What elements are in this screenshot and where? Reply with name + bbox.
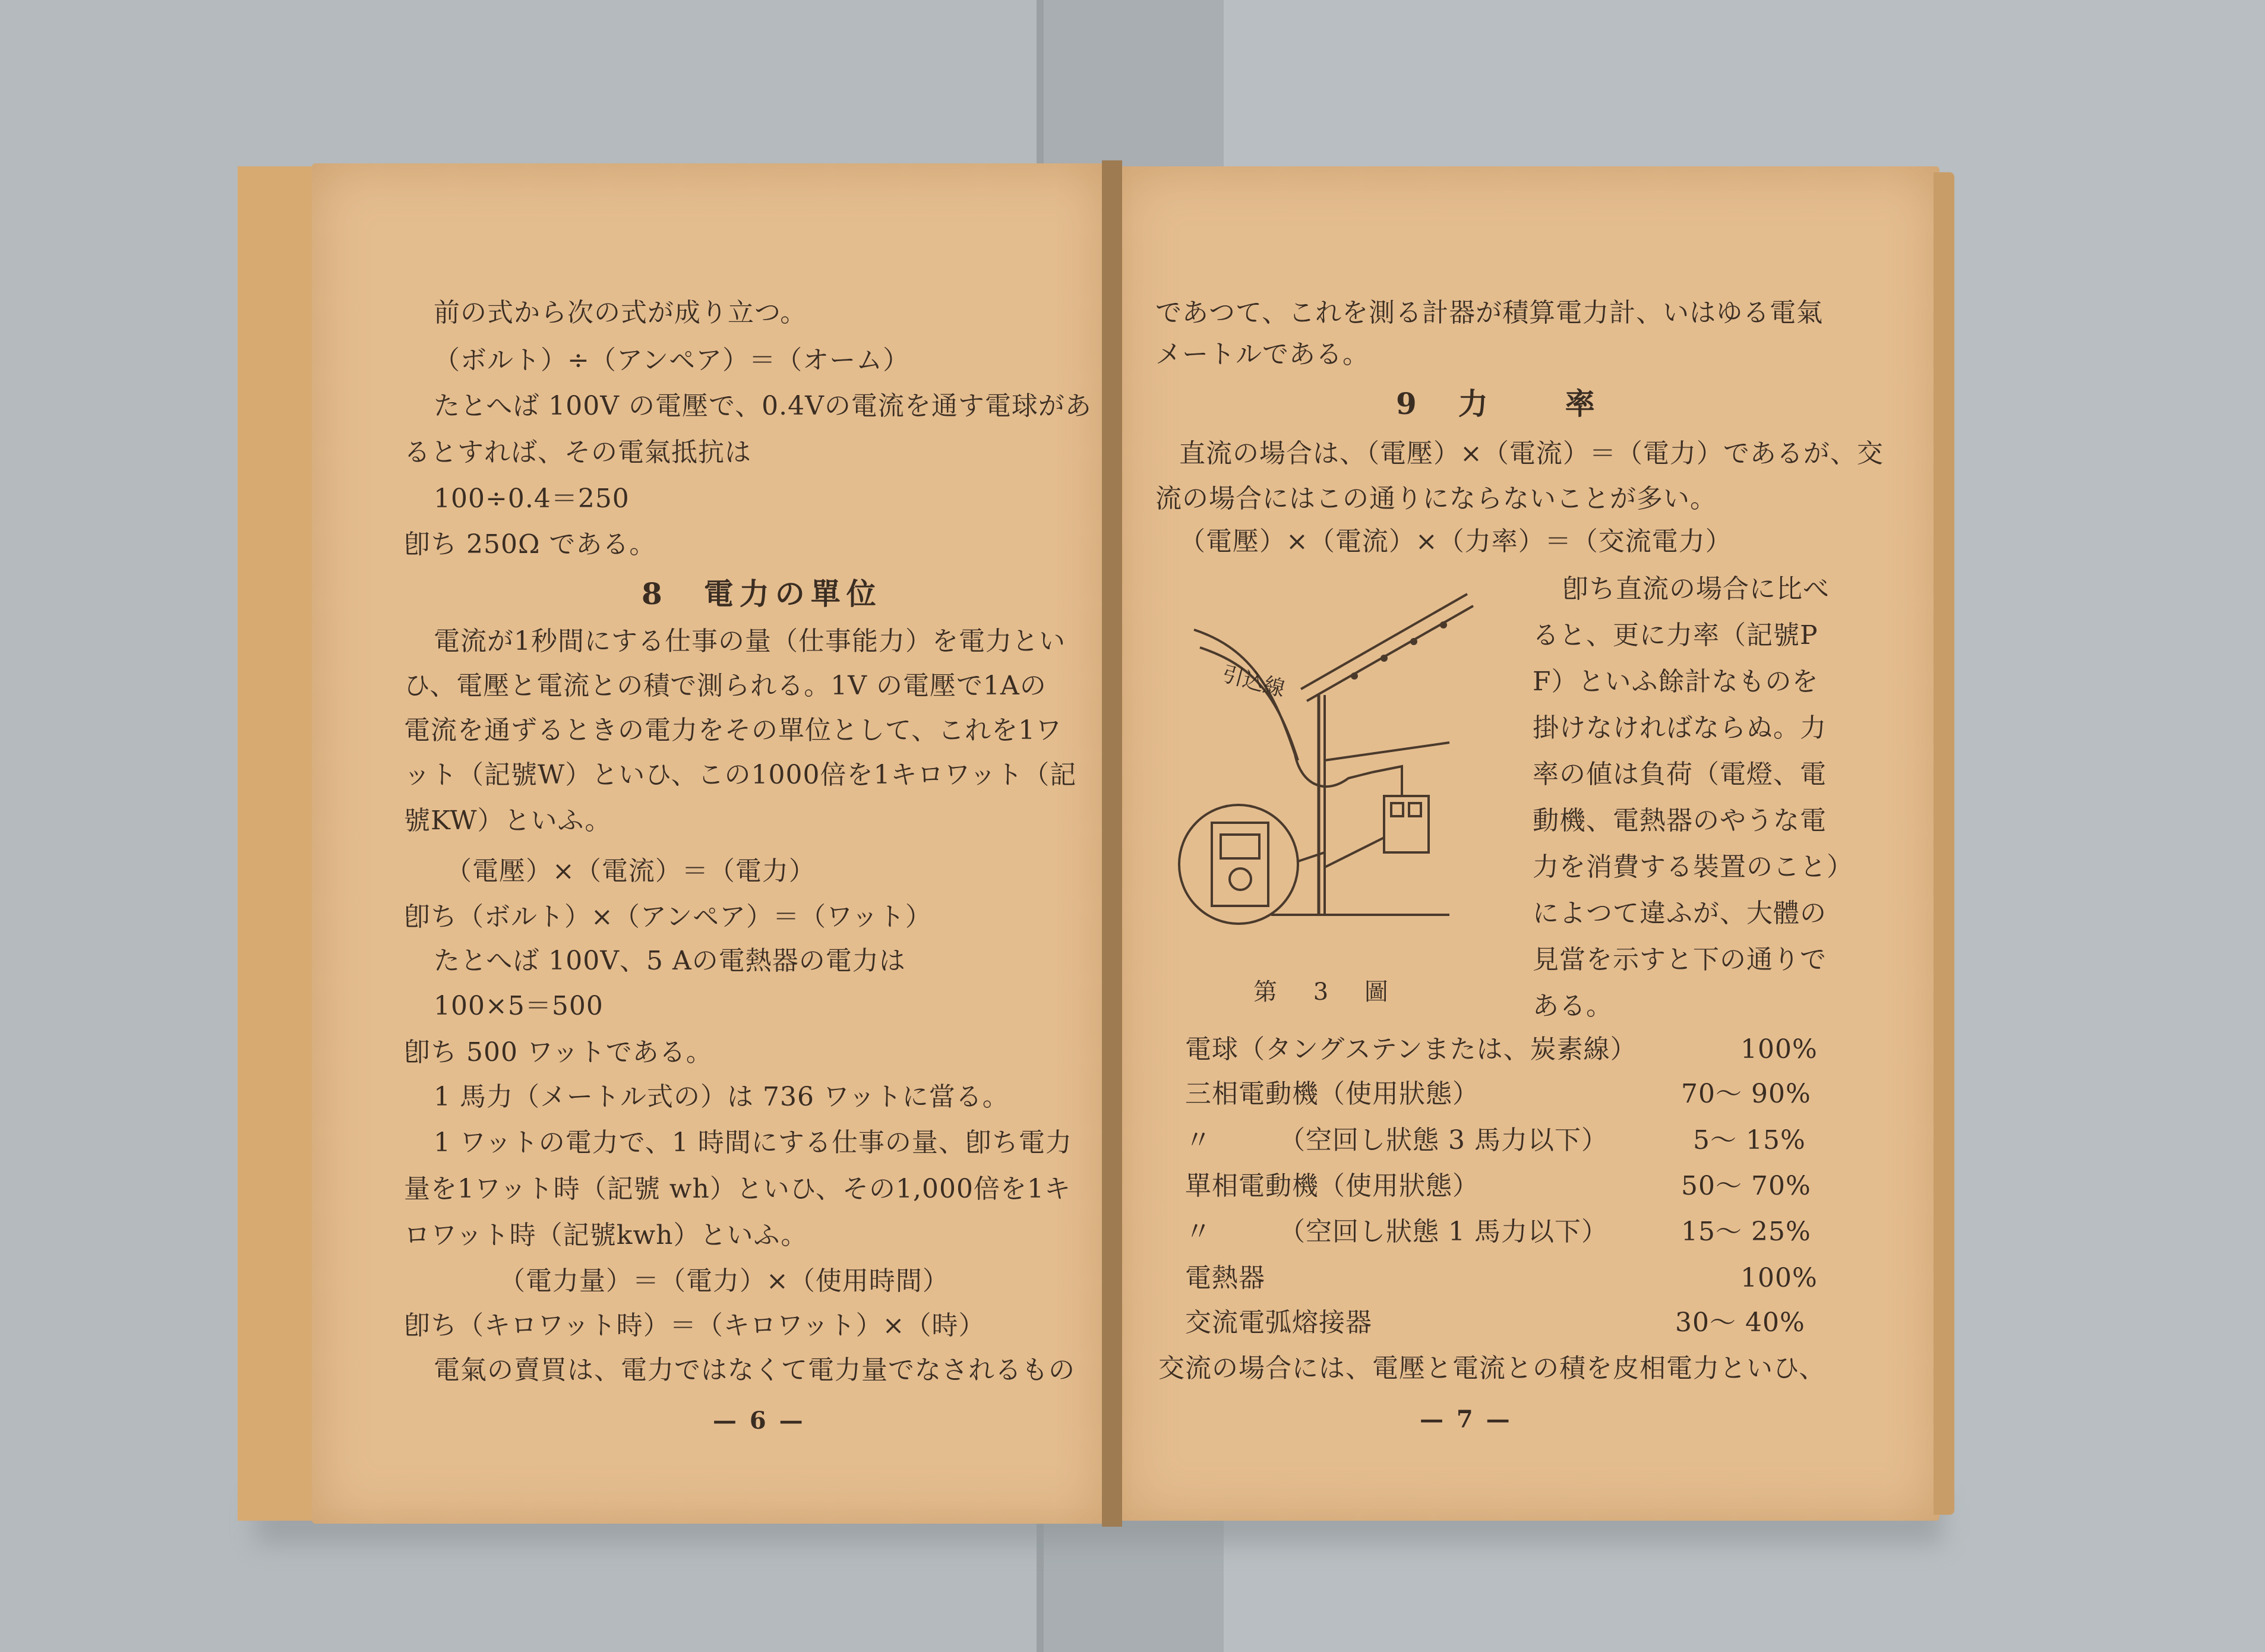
- text-line: 1 ワットの電力で、1 時間にする仕事の量、卽ち電力: [434, 1127, 1072, 1158]
- table-item: 交流電弧熔接器: [1185, 1307, 1372, 1338]
- text-line: 卽ち直流の場合に比べ: [1562, 574, 1830, 604]
- table-value: 100%: [1740, 1034, 1818, 1065]
- table-value: 50～ 70%: [1681, 1171, 1811, 1201]
- formula-line: （電壓）×（電流）＝（電力）: [446, 856, 816, 886]
- figure-label-1: 引込線: [1219, 662, 1288, 702]
- table-item: 三相電動機（使用狀態）: [1185, 1079, 1479, 1109]
- text-line: 卽ち 250Ω である。: [404, 529, 656, 560]
- table-value: 5～ 15%: [1693, 1125, 1806, 1155]
- text-line: によつて違ふが、大體の: [1533, 898, 1827, 928]
- table-item: 〃 （空回し狀態 1 馬力以下）: [1185, 1217, 1608, 1247]
- text-line: 1 馬力（メートル式の）は 736 ワットに當る。: [434, 1082, 1009, 1112]
- text-line: たとへば 100V、5 Aの電熱器の電力は: [434, 946, 906, 976]
- text-line: 量を1ワット時（記號 wh）といひ、その1,000倍を1キ: [404, 1174, 1071, 1204]
- text-line: 力を消費する裝置のこと）: [1533, 852, 1853, 882]
- formula-line: 卽ち（キロワット時）＝（キロワット）×（時）: [404, 1310, 985, 1341]
- text-line: メートルである。: [1155, 339, 1369, 369]
- table-value: 30～ 40%: [1675, 1307, 1805, 1338]
- text-line: 電氣の賣買は、電力ではなくて電力量でなされるもの: [434, 1355, 1075, 1385]
- table-value: 15～ 25%: [1681, 1217, 1811, 1247]
- table-item: 單相電動機（使用狀態）: [1185, 1171, 1479, 1201]
- figure-caption: 第 3 圖: [1253, 978, 1402, 1006]
- formula-line: 100÷0.4＝250: [434, 484, 630, 514]
- figure-drawing: [1176, 582, 1521, 962]
- formula-line: （電壓）×（電流）×（力率）＝（交流電力）: [1179, 526, 1732, 557]
- text-line: 掛けなければならぬ。力: [1533, 713, 1827, 743]
- formula-line: （ボルト）÷（アンペア）＝（オーム）: [434, 345, 910, 375]
- shelf-line: [1325, 743, 1449, 760]
- text-line: 交流の場合には、電壓と電流との積を皮相電力といひ、: [1158, 1353, 1826, 1383]
- table-item: 〃 （空回し狀態 3 馬力以下）: [1185, 1125, 1608, 1155]
- formula-line: （電力量）＝（電力）×（使用時間）: [499, 1266, 949, 1296]
- text-line: 前の式から次の式が成り立つ。: [434, 298, 807, 328]
- table-item: 電熱器: [1185, 1263, 1265, 1293]
- text-line: F）といふ餘計なものを: [1533, 667, 1819, 697]
- text-line: であつて、これを測る計器が積算電力計、いはゆる電氣: [1155, 298, 1824, 328]
- text-line: 流の場合にはこの通りにならないことが多い。: [1155, 484, 1717, 514]
- text-line: ひ、電壓と電流との積で測られる。1V の電壓で1Aの: [404, 671, 1047, 701]
- text-line: 號KW）といふ。: [404, 806, 612, 836]
- text-line: 卽ち 500 ワットである。: [404, 1037, 713, 1067]
- table-value: 100%: [1740, 1263, 1818, 1293]
- text-line: 動機、電熱器のやうな電: [1533, 806, 1827, 836]
- page-number-right: — 7 —: [1420, 1405, 1512, 1433]
- section-heading: 8 電力の單位: [642, 576, 882, 611]
- text-line: ある。: [1533, 991, 1613, 1021]
- table-value: 70～ 90%: [1681, 1079, 1811, 1109]
- section-heading: 9 力 率: [1396, 386, 1601, 421]
- text-line: 率の値は負荷（電燈、電: [1533, 759, 1827, 789]
- right-page-edge: [1934, 172, 1954, 1515]
- text-line: ると、更に力率（記號P: [1533, 620, 1818, 650]
- book-gutter: [1102, 160, 1122, 1527]
- text-line: 電流を通ずるときの電力をその單位として、これを1ワ: [404, 715, 1063, 746]
- table-item: 電球（タングステンまたは、炭素線）: [1185, 1034, 1637, 1065]
- formula-line: 卽ち（ボルト）×（アンペア）＝（ワット）: [404, 902, 932, 932]
- figure-service-drop: [1176, 582, 1521, 962]
- text-line: ロワット時（記號kwh）といふ。: [404, 1220, 808, 1250]
- page-number-left: — 6 —: [713, 1407, 805, 1435]
- text-line: 見當を示すと下の通りで: [1533, 945, 1827, 975]
- text-line: たとへば 100V の電壓で、0.4Vの電流を通す電球があ: [434, 391, 1092, 421]
- text-line: 電流が1秒間にする仕事の量（仕事能力）を電力とい: [434, 626, 1066, 656]
- roof-line: [1301, 594, 1467, 689]
- text-line: ット（記號W）といひ、この1000倍を1キロワット（記: [404, 760, 1077, 790]
- text-line: 直流の場合は、（電壓）×（電流）＝（電力）であるが、交: [1179, 438, 1884, 469]
- text-line: るとすれば、その電氣抵抗は: [404, 437, 751, 468]
- formula-line: 100×5＝500: [434, 991, 604, 1021]
- left-page-edge: [238, 166, 317, 1521]
